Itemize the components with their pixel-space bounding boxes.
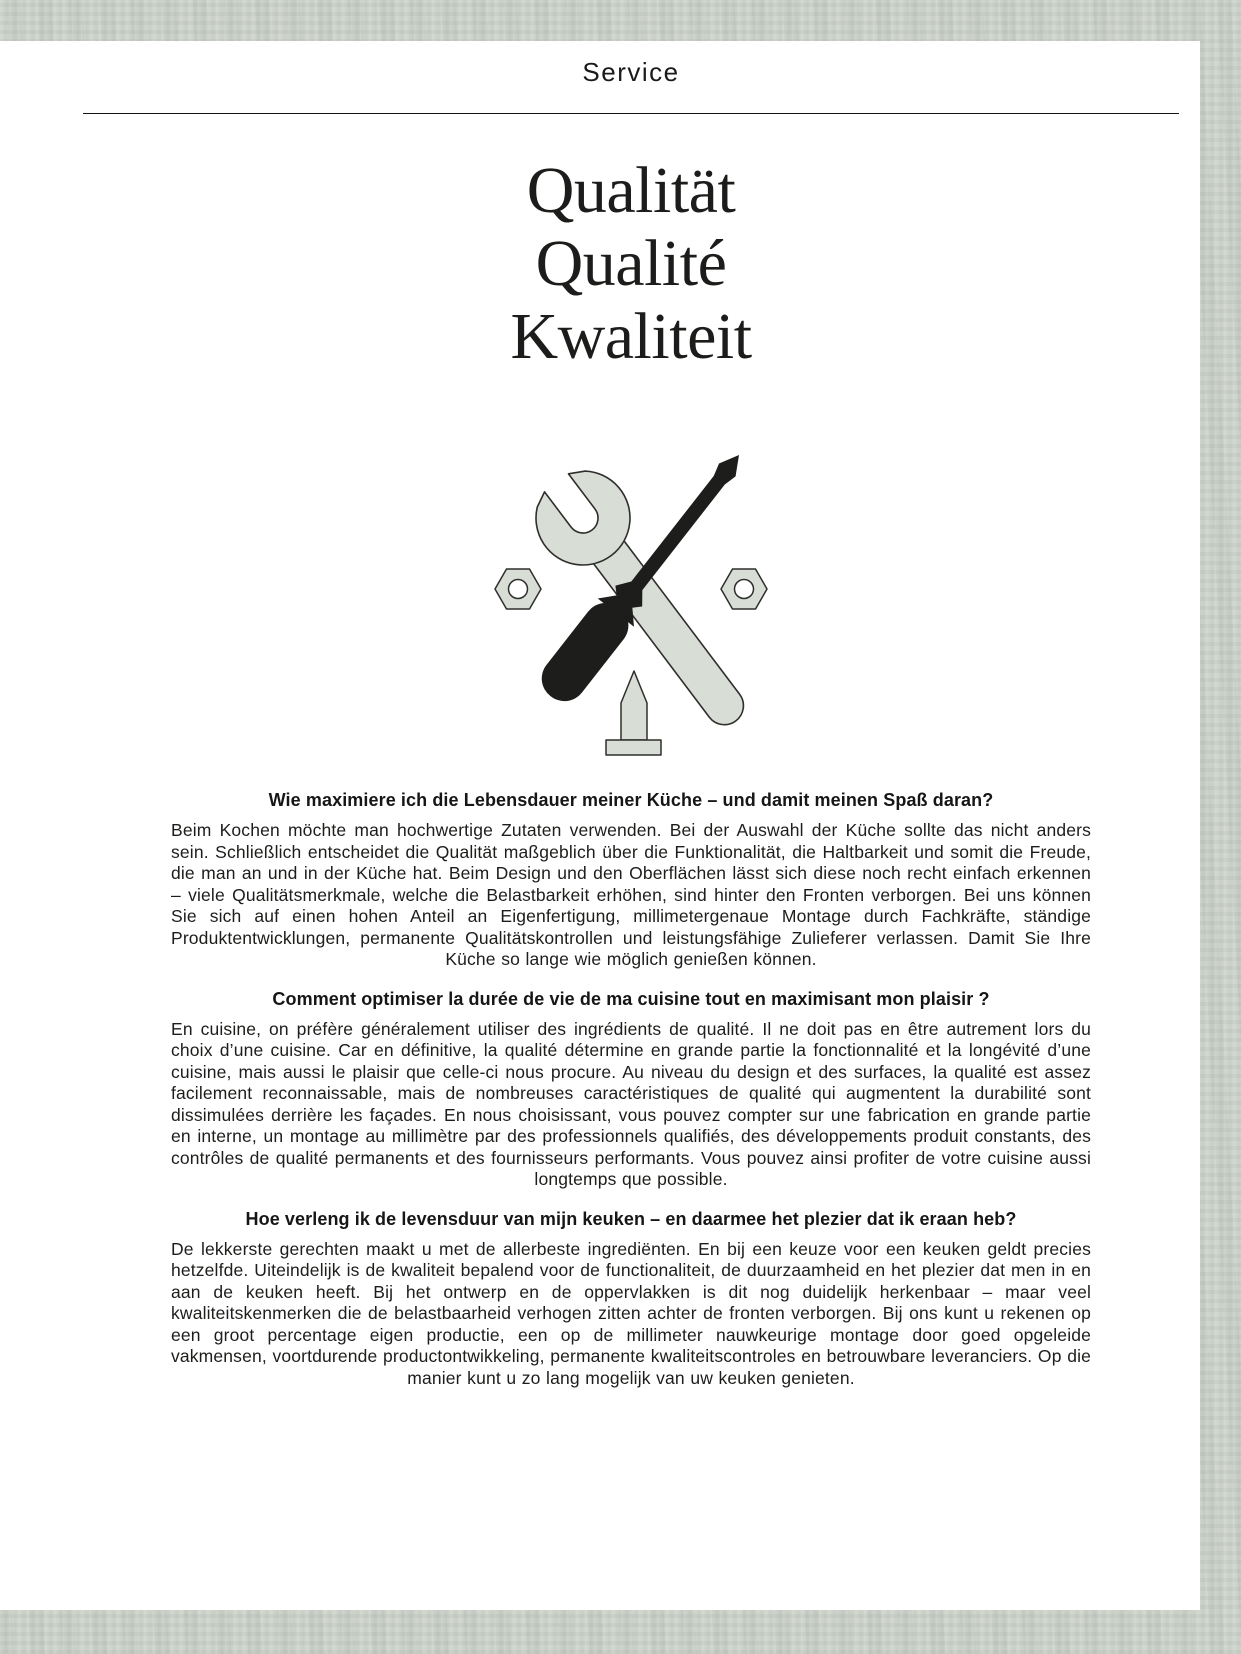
nut-left-icon — [495, 569, 541, 609]
section-french — [171, 987, 1091, 1191]
content-column — [83, 41, 1179, 1389]
tools-illustration — [471, 435, 791, 765]
paper-sheet — [0, 41, 1200, 1610]
main-title-line-de: Qualität — [526, 154, 736, 227]
section-heading-de: Wie maximiere ich die Lebensdauer meiner Küche – und damit meinen Spaß daran? — [268, 790, 994, 810]
dowel-pin-icon — [606, 671, 661, 755]
screwdriver-icon — [532, 441, 757, 710]
page-title: Service — [582, 57, 680, 87]
section-body-nl: De lekkerste gerechten maakt u met de allerbeste ingrediënten. En bij een keuze voor een keuken geldt precies hetzelfde. Uiteindelijk is de kwaliteit bepalend voor de functionaliteit, de duurzaamheid en het plezier dat men in en aan de keuken heeft. Bij het ontwerp en de oppervlakken is dit nog duidelijk herkenbaar – maar veel kwaliteitskenmerken die de belastbaarheid verhogen zitten achter de fronten verborgen. Bij ons kunt u rekenen op een groot percentage eigen productie, een op de millimeter nauwkeurige montage door goed opgeleide vakmensen, voortdurende productontwikkeling, permanente kwaliteitscontroles en betrouwbare leveranciers. Op die manier kunt u zo lang mogelijk van uw keuken genieten. — [171, 1238, 1091, 1388]
section-body-de: Beim Kochen möchte man hochwertige Zutaten verwenden. Bei der Auswahl der Küche sollte das nicht anders sein. Schließlich entscheidet die Qualität maßgeblich über die Funktionalität, die Haltbarkeit und somit die Freude, die man an und in der Küche hat. Beim Design und den Oberflächen lässt sich diese noch recht einfach erkennen – viele Qualitätsmerkmale, welche die Belastbarkeit erhöhen, sind hinter den Fronten verborgen. Bei uns können Sie sich auf einen hohen Anteil an Eigenfertigung, millimetergenaue Montage durch Fachkräfte, ständige Produktentwicklungen, permanente Qualitätskontrollen und leistungsfähige Zulieferer verlassen. Damit Sie Ihre Küche so lange wie möglich genießen können. — [171, 820, 1091, 969]
section-dutch — [171, 1207, 1091, 1390]
section-heading-fr: Comment optimiser la durée de vie de ma cuisine tout en maximisant mon plaisir ? — [272, 988, 990, 1009]
main-title — [83, 154, 1179, 373]
main-title-line-fr: Qualité — [535, 227, 727, 300]
section-german — [171, 788, 1091, 971]
main-title-line-nl: Kwaliteit — [510, 300, 752, 373]
section-body-fr: En cuisine, on préfère généralement utiliser des ingrédients de qualité. Il ne doit pas en être autrement lors du choix d’une cuisine. Car en définitive, la qualité détermine en grande partie la fonctionnalité et la longévité d’une cuisine, mais aussi le plaisir que celle-ci nous procure. Au niveau du design et des surfaces, la qualité est assez facilement reconnaissable, mais de nombreuses caractéristiques de qualité qui augmentent la durabilité sont dissimulées derrière les façades. En nous choisissant, vous pouvez compter sur une fabrication en grande partie en interne, un montage au millimètre par des professionnels qualifiés, des développements produit constants, des contrôles de qualité permanents et des fournisseurs performants. Vous pouvez ainsi profiter de votre cuisine aussi longtemps que possible. — [171, 1018, 1091, 1189]
nut-right-icon — [721, 569, 767, 609]
section-heading-nl: Hoe verleng ik de levensduur van mijn keuken – en daarmee het plezier dat ik eraan heb? — [245, 1208, 1017, 1229]
header-divider — [83, 113, 1179, 114]
